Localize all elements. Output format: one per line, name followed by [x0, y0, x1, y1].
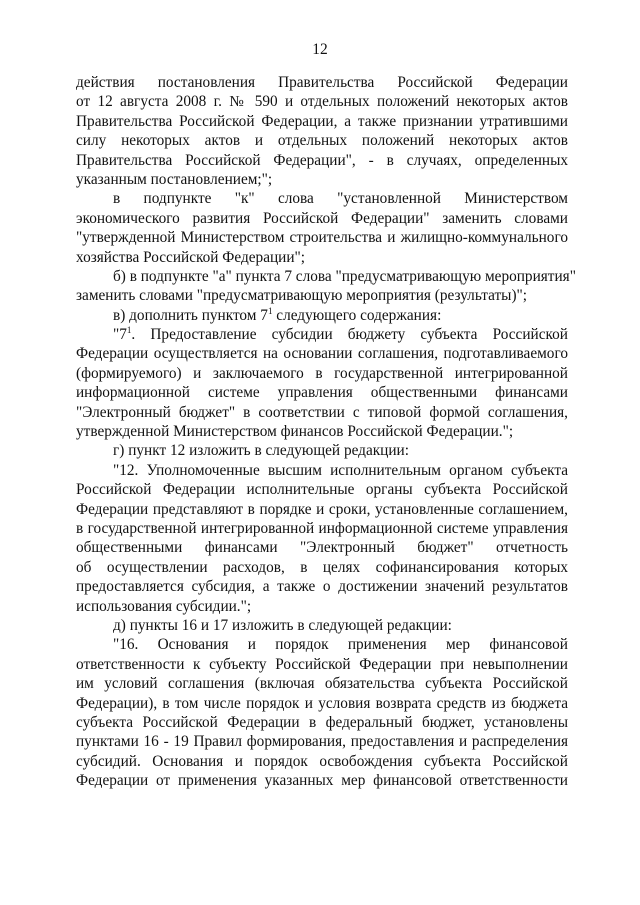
text-segment: . Предоставление субсидии бюджету субъекта Российской	[131, 326, 568, 344]
text-line: экономического развития Российской Федерации" заменить словами	[76, 209, 568, 227]
text-line: им условий соглашения (включая обязательства субъекта Российской	[76, 675, 568, 693]
text-line: общественными финансами "Электронный бюджет" отчетность	[76, 539, 568, 557]
text-line: (формируемого) и заключаемого в государственной интегрированной	[76, 364, 568, 382]
text-line: действия постановления Правительства Российской Федерации	[76, 74, 568, 91]
text-line	[76, 306, 568, 325]
text-line: Федерации осуществляется на основании соглашения, подготавливаемого	[76, 345, 568, 363]
text-line: силу некоторых актов и отдельных положений некоторых актов	[76, 132, 568, 150]
text-line: субъекта Российской Федерации в федеральный бюджет, установлены	[76, 713, 568, 731]
text-line: "12. Уполномоченные высшим исполнительным органом субъекта	[113, 461, 568, 479]
text-line: утвержденной Министерством финансов Российской Федерации.";	[76, 423, 514, 441]
text-line: предоставляется субсидия, а также о достижении значений результатов	[76, 578, 568, 596]
text-line: Российской Федерации исполнительные органы субъекта Российской	[76, 481, 568, 499]
text-line: в подпункте "к" слова "установленной Министерством	[113, 190, 568, 208]
text-line: б) в подпункте "а" пункта 7 слова "предусматривающую мероприятия"	[113, 267, 576, 285]
text-line: ответственности к субъекту Российской Федерации при невыполнении	[76, 655, 568, 673]
text-segment: следующего содержания:	[272, 306, 442, 324]
text-line: от 12 августа 2008 г. № 590 и отдельных положений некоторых актов	[76, 93, 568, 111]
text-line: Правительства Российской Федерации, а также признании утратившими	[76, 112, 568, 130]
superscript: 1	[267, 305, 273, 316]
text-line: информационной системе управления общественными финансами	[76, 384, 568, 402]
text-line: г) пункт 12 изложить в следующей редакции:	[113, 442, 409, 460]
text-line: указанным постановлением;";	[76, 170, 273, 188]
page-number: 12	[312, 41, 328, 58]
text-line: Федерации), в том числе порядок и условия возврата средств из бюджета	[76, 694, 568, 712]
document-body	[76, 73, 576, 790]
text-line: хозяйства Российской Федерации";	[76, 248, 306, 266]
text-line: "Электронный бюджет" в соответствии с типовой формой соглашения,	[76, 403, 568, 421]
text-line: Правительства Российской Федерации", - в случаях, определенных	[76, 151, 568, 169]
text-line: использования субсидии.";	[76, 597, 252, 615]
text-line: заменить словами "предусматривающую мероприятия (результаты)";	[76, 287, 528, 305]
text-line: "утвержденной Министерством строительства и жилищно-коммунального	[76, 229, 568, 247]
text-line: Федерации представляют в порядке и сроки, установленные соглашением,	[76, 500, 568, 518]
text-line: об осуществлении расходов, в целях софинансирования которых	[76, 558, 568, 576]
text-line: "16. Основания и порядок применения мер финансовой	[113, 636, 568, 654]
text-segment: "7	[113, 326, 127, 344]
superscript: 1	[126, 325, 132, 336]
text-line: пунктами 16 - 19 Правил формирования, предоставления и распределения	[76, 733, 568, 751]
text-segment: в) дополнить пунктом 7	[113, 306, 268, 324]
text-line: д) пункты 16 и 17 изложить в следующей редакции:	[113, 616, 452, 634]
text-line: в государственной интегрированной информационной системе управления	[76, 519, 568, 537]
text-line: субсидий. Основания и порядок освобождения субъекта Российской	[76, 752, 568, 770]
text-line: Федерации от применения указанных мер финансовой ответственности	[76, 772, 568, 790]
text-line	[76, 325, 568, 344]
